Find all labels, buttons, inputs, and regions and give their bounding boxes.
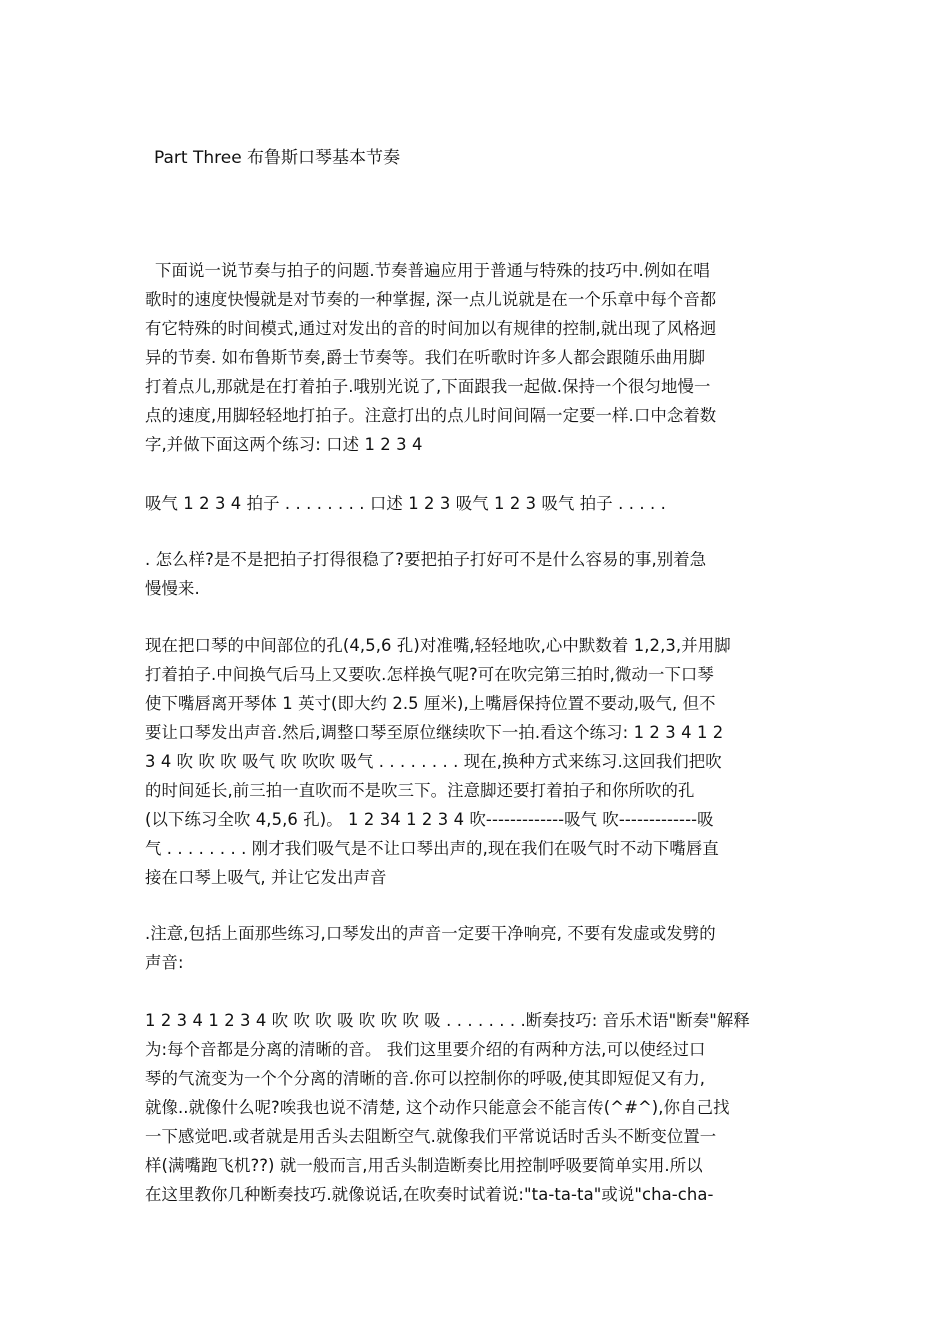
text-line: 样(满嘴跑飞机??) 就一般而言,用舌头制造断奏比用控制呼吸要简单实用.所以 xyxy=(145,1156,703,1175)
text-line: 打着点儿,那就是在打着拍子.哦别光说了,下面跟我一起做.保持一个很匀地慢一 xyxy=(145,377,711,396)
text-line: 有它特殊的时间模式,通过对发出的音的时间加以有规律的控制,就出现了风格迥 xyxy=(145,319,717,338)
text-line: 声音: xyxy=(145,953,184,972)
text-line: 打着拍子.中间换气后马上又要吹.怎样换气呢?可在吹完第三拍时,微动一下口琴 xyxy=(145,665,714,684)
text-line: 1 2 3 4 1 2 3 4 吹 吹 吹 吸 吹 吹 吹 吸 . . . . . . . .断奏技巧: 音乐术语"断奏"解释 xyxy=(145,1011,750,1030)
text-line: 下面说一说节奏与拍子的问题.节奏普遍应用于普通与特殊的技巧中.例如在唱 xyxy=(155,261,710,280)
paragraph-5 xyxy=(145,919,810,977)
paragraph-1 xyxy=(145,256,810,459)
text-line: 琴的气流变为一个个分离的清晰的音.你可以控制你的呼吸,使其即短促又有力, xyxy=(145,1069,706,1088)
text-line: (以下练习全吹 4,5,6 孔)。 1 2 34 1 2 3 4 吹-------------吸气 吹-------------吸 xyxy=(145,810,714,829)
paragraph-4 xyxy=(145,631,810,892)
text-line: 要让口琴发出声音.然后,调整口琴至原位继续吹下一拍.看这个练习: 1 2 3 4 1 2 xyxy=(145,723,724,742)
paragraph-3 xyxy=(145,545,810,603)
text-line: 点的速度,用脚轻轻地打拍子。注意打出的点儿时间间隔一定要一样.口中念着数 xyxy=(145,406,717,425)
text-line: 气 . . . . . . . . 刚才我们吸气是不让口琴出声的,现在我们在吸气时不动下嘴唇直 xyxy=(145,839,719,858)
text-line: 异的节奏. 如布鲁斯节奏,爵士节奏等。我们在听歌时许多人都会跟随乐曲用脚 xyxy=(145,348,706,367)
text-line: 字,并做下面这两个练习: 口述 1 2 3 4 xyxy=(145,435,423,454)
text-line: 在这里教你几种断奏技巧.就像说话,在吹奏时试着说:"ta-ta-ta"或说"cha-cha- xyxy=(145,1185,714,1204)
text-line: 使下嘴唇离开琴体 1 英寸(即大约 2.5 厘米),上嘴唇保持位置不要动,吸气, 但不 xyxy=(145,694,716,713)
text-line: 一下感觉吧.或者就是用舌头去阻断空气.就像我们平常说话时舌头不断变位置一 xyxy=(145,1127,717,1146)
text-line: 为:每个音都是分离的清晰的音。 我们这里要介绍的有两种方法,可以使经过口 xyxy=(145,1040,706,1059)
text-line: .注意,包括上面那些练习,口琴发出的声音一定要干净响亮, 不要有发虚或发劈的 xyxy=(145,924,716,943)
text-line: 歌时的速度快慢就是对节奏的一种掌握, 深一点儿说就是在一个乐章中每个音都 xyxy=(145,290,717,309)
text-line: . 怎么样?是不是把拍子打得很稳了?要把拍子打好可不是什么容易的事,别着急 xyxy=(145,550,707,569)
text-line: 就像..就像什么呢?唉我也说不清楚, 这个动作只能意会不能言传(^#^),你自己找 xyxy=(145,1098,730,1117)
text-line: 接在口琴上吸气, 并让它发出声音 xyxy=(145,868,387,887)
text-line: 的时间延长,前三拍一直吹而不是吹三下。注意脚还要打着拍子和你所吹的孔 xyxy=(145,781,695,800)
text-line: 吸气 1 2 3 4 拍子 . . . . . . . . 口述 1 2 3 吸气 1 2 3 吸气 拍子 . . . . . xyxy=(145,494,666,513)
text-line: 现在把口琴的中间部位的孔(4,5,6 孔)对准嘴,轻轻地吹,心中默数着 1,2,3,并用脚 xyxy=(145,636,731,655)
paragraph-6 xyxy=(145,1006,810,1209)
text-line: 3 4 吹 吹 吹 吸气 吹 吹吹 吸气 . . . . . . . . 现在,换种方式来练习.这回我们把吹 xyxy=(145,752,722,771)
paragraph-2 xyxy=(145,489,810,518)
page-title: Part Three 布鲁斯口琴基本节奏 xyxy=(154,148,401,168)
text-line: 慢慢来. xyxy=(145,579,200,598)
